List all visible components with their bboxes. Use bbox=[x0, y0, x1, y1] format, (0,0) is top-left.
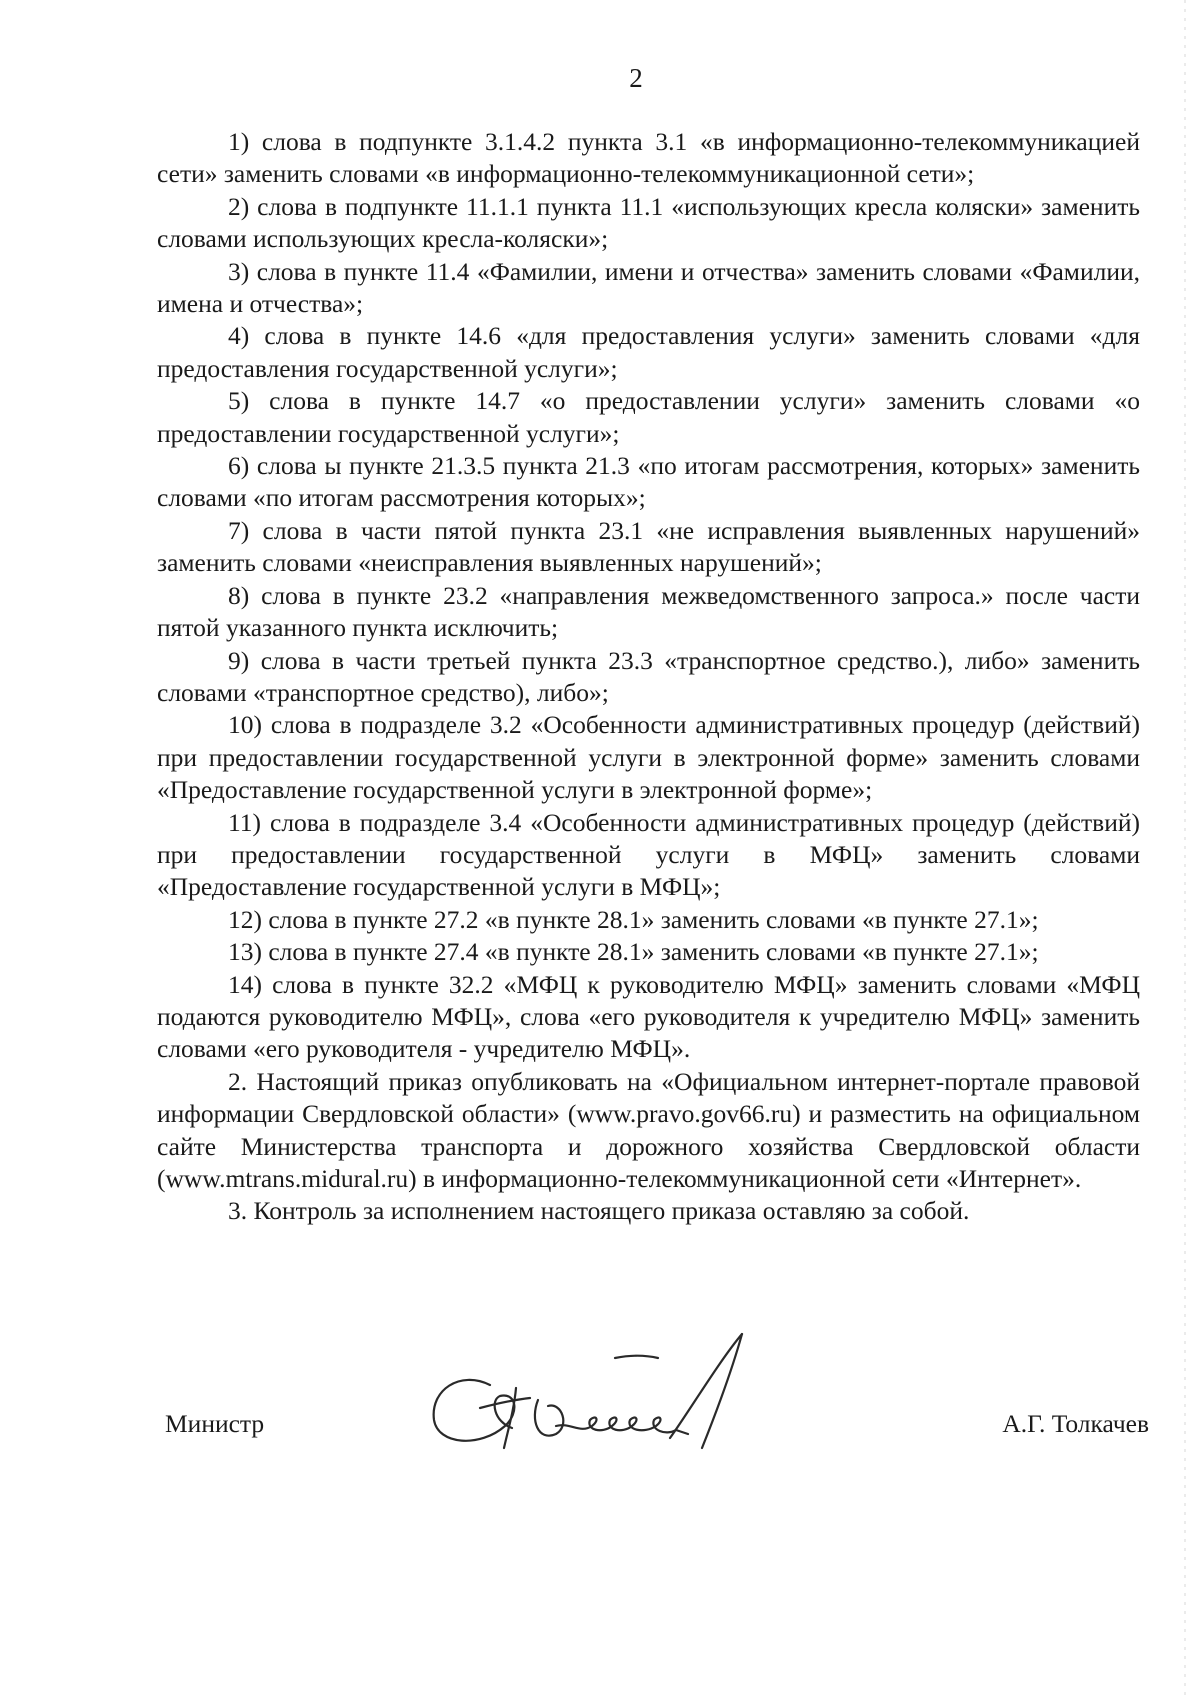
signatory-title: Министр bbox=[165, 1409, 265, 1438]
list-item-1: 1) слова в подпункте 3.1.4.2 пункта 3.1 «в информационно-телекоммуникацией сети» заменить словами «в информационно-телекоммуникационной сети»; bbox=[157, 127, 1140, 189]
page-number: 2 bbox=[629, 63, 643, 93]
list-item-9: 9) слова в части третьей пункта 23.3 «транспортное средство.), либо» заменить словами «транспортное средство), либо»; bbox=[157, 645, 1140, 707]
list-item-5: 5) слова в пункте 14.7 «о предоставлении услуги» заменить словами «о предоставлении государственной услуги»; bbox=[157, 386, 1140, 448]
list-item-8: 8) слова в пункте 23.2 «направления межведомственного запроса.» после части пятой указанного пункта исключить; bbox=[157, 580, 1140, 643]
list-item-10: 10) слова в подразделе 3.2 «Особенности административных процедур (действий) при предоставлении государственной услуги в электронной форме» заменить словами «Предоставление государственной услуги в электронной форме»; bbox=[157, 710, 1140, 805]
list-item-6: 6) слова ы пункте 21.3.5 пункта 21.3 «по итогам рассмотрения, которых» заменить словами «по итогам рассмотрения которых»; bbox=[157, 451, 1140, 513]
list-item-12: 12) слова в пункте 27.2 «в пункте 28.1» заменить словами «в пункте 27.1»; bbox=[228, 904, 1039, 934]
list-item-14: 14) слова в пункте 32.2 «МФЦ к руководителю МФЦ» заменить словами «МФЦ подаются руководителю МФЦ», слова «его руководителя к учредителю МФЦ» заменить словами «его руководителя - учредителю МФЦ». bbox=[157, 969, 1140, 1064]
list-item-11: 11) слова в подразделе 3.4 «Особенности административных процедур (действий) при предоставлении государственной услуги в МФЦ» заменить словами «Предоставление государственной услуги в МФЦ»; bbox=[157, 807, 1140, 902]
signatory-name: А.Г. Толкачев bbox=[1002, 1409, 1149, 1438]
list-item-2: 2) слова в подпункте 11.1.1 пункта 11.1 «использующих кресла коляски» заменить словами использующих кресла-коляски»; bbox=[157, 191, 1140, 254]
list-item-4: 4) слова в пункте 14.6 «для предоставления услуги» заменить словами «для предоставления государственной услуги»; bbox=[157, 321, 1140, 383]
signature-block bbox=[157, 1408, 1149, 1448]
clause-2-publication: 2. Настоящий приказ опубликовать на «Официальном интернет-портале правовой информации Свердловской области» (www.pravo.gov66.ru) и разместить на официальном сайте Министерства транспорта и дорожного хозяйства Свердловской области (www.mtrans.midural.ru) в информационно-телекоммуникационной сети «Интернет». bbox=[157, 1066, 1140, 1193]
document-body bbox=[157, 126, 1140, 1228]
list-item-13: 13) слова в пункте 27.4 «в пункте 28.1» заменить словами «в пункте 27.1»; bbox=[228, 937, 1039, 967]
list-item-7: 7) слова в части пятой пункта 23.1 «не исправления выявленных нарушений» заменить словами «неисправления выявленных нарушений»; bbox=[157, 515, 1140, 578]
clause-3-control: 3. Контроль за исполнением настоящего приказа оставляю за собой. bbox=[228, 1196, 970, 1226]
scan-edge-artifact bbox=[1184, 0, 1186, 1697]
list-item-3: 3) слова в пункте 11.4 «Фамилии, имени и отчества» заменить словами «Фамилии, имена и отчества»; bbox=[157, 256, 1140, 319]
